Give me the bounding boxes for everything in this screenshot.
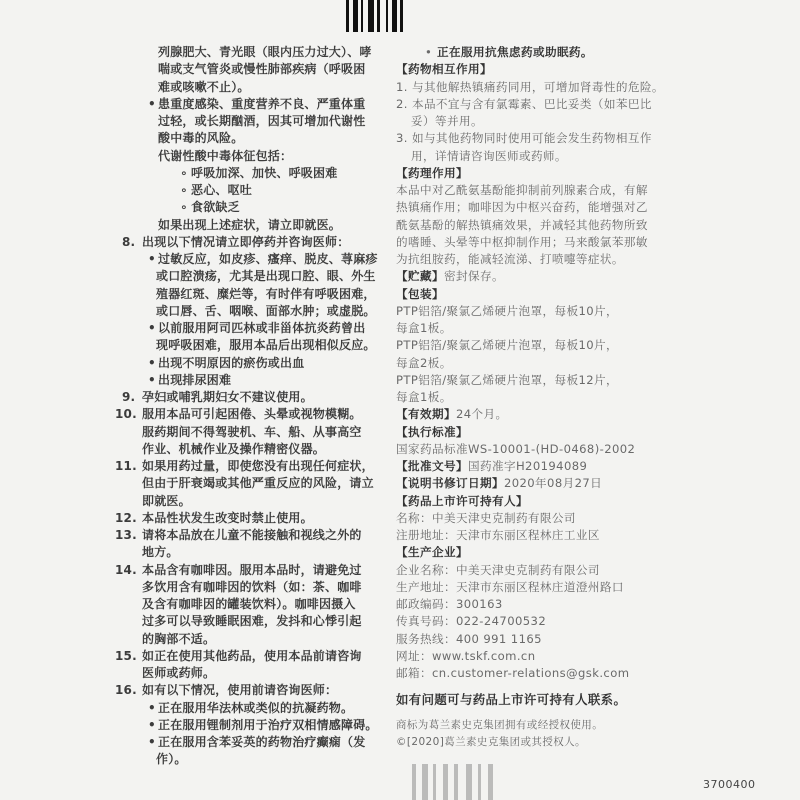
trademark-note: ©[2020]葛兰素史克集团或其授权人。: [396, 736, 586, 748]
text-line: 酸中毒的风险。: [158, 131, 244, 146]
section-heading: 【贮藏】: [396, 269, 444, 284]
text-line: 服药期间不得驾驶机、车、船、从事高空: [142, 424, 362, 439]
text-line: 喘或支气管炎或慢性肺部疾病（呼吸困: [158, 62, 366, 77]
text-line: 过多可以导致睡眠困难，发抖和心悸引起: [142, 614, 362, 629]
text-line: 出现以下情况请立即停药并咨询医师：: [142, 234, 350, 249]
text-line: 如果出现上述症状，请立即就医。: [158, 217, 342, 232]
text-line: 作业、机械作业及操作精密仪器。: [142, 441, 326, 456]
text-line: 本品含有咖啡因。服用本品时，请避免过: [142, 562, 362, 577]
text-line: 孕妇或哺乳期妇女不建议使用。: [142, 390, 313, 404]
text-line: 食欲缺乏: [191, 200, 240, 215]
section-heading: 【药物相互作用】: [396, 62, 492, 77]
text-line: 殖器红斑、糜烂等，有时伴有呼吸困难，: [156, 286, 376, 301]
item-number: 9.: [122, 390, 136, 404]
text-line: 难或咳嗽不止）。: [158, 79, 250, 94]
text-line: 热镇痛作用；咖啡因为中枢兴奋药，能增强对乙: [396, 200, 648, 215]
circle-bullet-icon: ∘: [180, 200, 188, 215]
circle-bullet-icon: ∘: [180, 183, 188, 197]
text-line: 以前服用阿司匹林或非甾体抗炎药曾出: [158, 321, 366, 335]
text-line: 或口唇、舌、咽喉、面部水肿；或虚脱。: [156, 303, 376, 318]
item-number: 12.: [115, 510, 137, 525]
text-line: 用，详情请咨询医师或药师。: [411, 148, 567, 163]
text-line: 国家药品标准WS-10001-(HD-0468)-2002: [396, 441, 636, 456]
text-line: 生产地址：天津市东丽区程林庄道澄州路口: [396, 579, 624, 594]
item-number: 14.: [115, 562, 137, 577]
text-line: 患重度感染、重度营养不良、严重体重: [158, 96, 366, 111]
text-line: 的嗜睡、头晕等中枢抑制作用；马来酸氯苯那敏: [396, 234, 648, 249]
text-line: 服用本品可引起困倦、头晕或视物模糊。: [142, 407, 362, 422]
text-line: 3. 如与其他药物同时使用可能会发生药物相互作: [396, 131, 652, 146]
text-line: 每盒2板。: [396, 355, 452, 370]
section-heading: 【执行标准】: [396, 424, 468, 439]
text-line: 医师或药师。: [142, 666, 216, 680]
barcode-top: [346, 0, 403, 32]
bullet-icon: •: [148, 700, 156, 715]
text-line: 代谢性酸中毒体征包括：: [158, 148, 293, 163]
text-line: 过敏反应，如皮疹、瘙痒、脱皮、荨麻疹: [158, 252, 378, 266]
section-heading: 【有效期】: [396, 407, 456, 422]
text-line: 为抗组胺药，能减轻流涕、打喷嚏等症状。: [396, 252, 624, 266]
text-line: 如有以下情况，使用前请咨询医师：: [142, 683, 338, 698]
contact-note: 如有问题可与药品上市许可持有人联系。: [396, 691, 627, 707]
text-line: 的胸部不适。: [142, 631, 216, 646]
section-line: [396, 406, 508, 423]
text-line: 企业名称：中美天津史克制药有限公司: [396, 562, 600, 577]
item-number: 16.: [115, 683, 137, 698]
text-line: 即就医。: [142, 493, 191, 508]
text-line: 传真号码：022-24700532: [396, 614, 547, 629]
section-heading: 【药理作用】: [396, 165, 468, 180]
section-value: 2020年08月27日: [503, 476, 603, 491]
section-value: 24个月。: [455, 407, 508, 422]
item-number: 11.: [115, 459, 137, 473]
bullet-icon: •: [148, 735, 156, 749]
section-line: [396, 268, 504, 285]
text-line: 网址：www.tskf.com.cn: [396, 648, 536, 663]
text-line: 每盒1板。: [396, 321, 452, 335]
text-line: 及含有咖啡因的罐装饮料）。咖啡因摄入: [142, 597, 356, 611]
text-line: 正在服用含苯妥英的药物治疗癫痫（发: [158, 735, 366, 749]
bullet-icon: •: [148, 717, 156, 732]
section-line: [396, 458, 587, 475]
document-code: 3700400: [703, 778, 756, 791]
text-line: 但由于肝衰竭或其他严重反应的风险，请立: [142, 476, 374, 491]
text-line: 现呼吸困难，服用本品后出现相似反应。: [156, 338, 376, 353]
section-line: [396, 475, 602, 492]
text-line: 注册地址：天津市东丽区程林庄工业区: [396, 528, 600, 542]
text-line: PTP铝箔/聚氯乙烯硬片泡罩，每板12片，: [396, 372, 619, 387]
text-line: PTP铝箔/聚氯乙烯硬片泡罩，每板10片，: [396, 338, 619, 353]
text-line: 1. 与其他解热镇痛药同用，可增加肾毒性的危险。: [396, 79, 664, 94]
section-heading: 【包装】: [396, 286, 444, 301]
circle-bullet-icon: ∘: [180, 165, 188, 180]
text-line: 邮政编码：300163: [396, 597, 503, 611]
item-number: 15.: [115, 648, 137, 663]
bullet-icon: •: [148, 96, 156, 111]
section-heading: 【药品上市许可持有人】: [396, 493, 528, 508]
section-heading: 【生产企业】: [396, 545, 468, 560]
bullet-icon: •: [148, 355, 156, 370]
text-line: 如正在使用其他药品，使用本品前请咨询: [142, 648, 362, 663]
item-number: 13.: [115, 528, 137, 542]
text-line: 酰氨基酚的解热镇痛效果，并减轻其他药物所致: [396, 217, 648, 232]
bullet-icon: •: [148, 372, 156, 387]
text-line: 正在服用抗焦虑药或助眠药。: [437, 45, 593, 59]
text-line: 呼吸加深、加快、呼吸困难: [191, 165, 338, 180]
text-line: 请将本品放在儿童不能接触和视线之外的: [142, 528, 362, 542]
text-line: 地方。: [142, 545, 179, 560]
bullet-icon: •: [425, 45, 433, 59]
text-line: 正在服用华法林或类似的抗凝药物。: [158, 700, 354, 715]
text-line: 名称：中美天津史克制药有限公司: [396, 510, 576, 525]
item-number: 8.: [122, 234, 136, 249]
section-heading: 【说明书修订日期】: [396, 476, 504, 491]
text-line: PTP铝箔/聚氯乙烯硬片泡罩，每板10片，: [396, 303, 619, 318]
barcode-bottom: [412, 764, 493, 800]
bullet-icon: •: [148, 321, 156, 335]
section-value: 国药准字H20194089: [467, 459, 588, 473]
item-number: 10.: [115, 407, 137, 422]
trademark-note: 商标为葛兰素史克集团拥有或经授权使用。: [396, 718, 604, 731]
text-line: 列腺肥大、青光眼（眼内压力过大）、哮: [158, 45, 372, 59]
text-line: 多饮用含有咖啡因的饮料（如：茶、咖啡: [142, 579, 362, 594]
text-line: 本品中对乙酰氨基酚能抑制前列腺素合成，有解: [396, 183, 648, 197]
text-line: 出现不明原因的瘀伤或出血: [158, 355, 305, 370]
text-line: 邮箱：cn.customer-relations@gsk.com: [396, 666, 630, 680]
text-line: 或口腔溃疡，尤其是出现口腔、眼、外生: [156, 269, 376, 284]
text-line: 2. 本品不宜与含有氯霉素、巴比妥类（如苯巴比: [396, 96, 652, 111]
text-line: 每盒1板。: [396, 390, 452, 404]
text-line: 本品性状发生改变时禁止使用。: [142, 510, 313, 525]
text-line: 服务热线：400 991 1165: [396, 631, 542, 646]
text-line: 出现排尿困难: [158, 372, 232, 387]
text-line: 正在服用锂制剂用于治疗双相情感障碍。: [158, 717, 378, 732]
section-heading: 【批准文号】: [396, 459, 468, 473]
text-line: 恶心、呕吐: [191, 183, 253, 197]
text-line: 妥）等并用。: [411, 114, 483, 128]
bullet-icon: •: [148, 252, 156, 266]
section-value: 密封保存。: [443, 269, 504, 284]
text-line: 过轻，或长期酗酒，因其可增加代谢性: [158, 114, 366, 128]
text-line: 如果用药过量，即使您没有出现任何症状，: [142, 459, 374, 473]
text-line: 作）。: [156, 752, 187, 767]
